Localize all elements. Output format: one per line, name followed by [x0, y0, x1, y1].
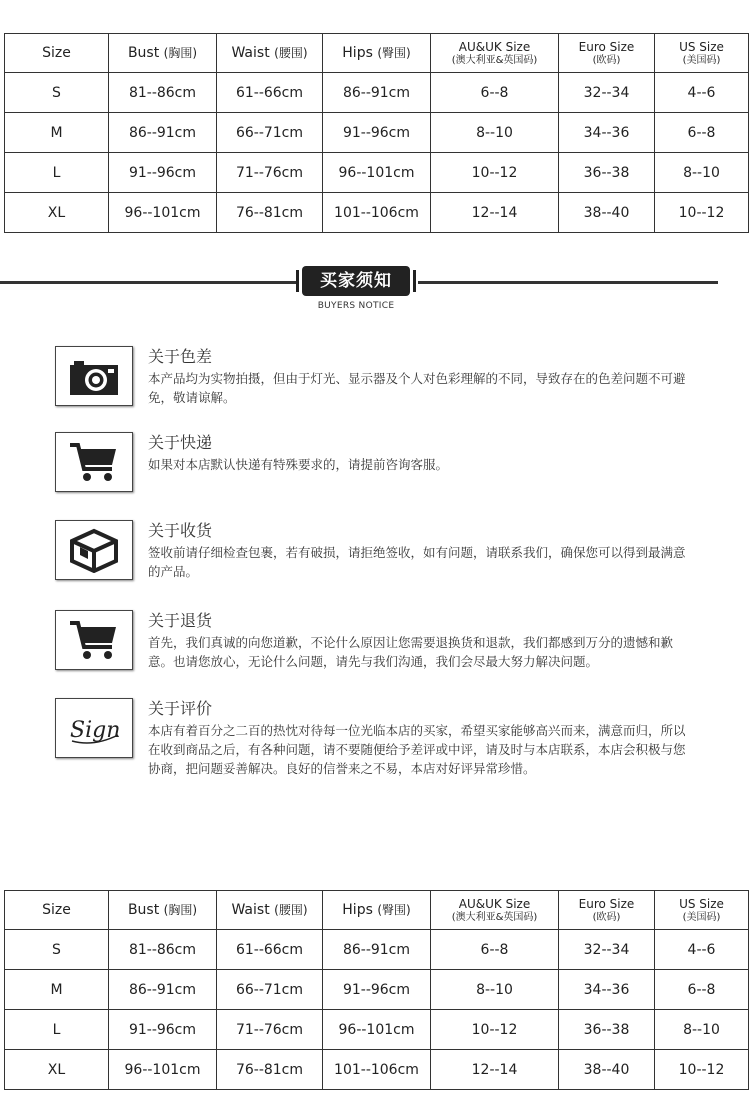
- cell-hips: 91--96cm: [323, 970, 431, 1010]
- cell-us: 6--8: [655, 113, 749, 153]
- header-waist: Waist (腰围): [217, 34, 323, 73]
- camera-icon: [55, 346, 133, 406]
- table-row: [5, 970, 749, 1010]
- cell-bust: 86--91cm: [109, 970, 217, 1010]
- cell-waist: 66--71cm: [217, 113, 323, 153]
- header-hips: Hips (臀围): [323, 891, 431, 930]
- cell-bust: 86--91cm: [109, 113, 217, 153]
- cell-hips: 101--106cm: [323, 1050, 431, 1090]
- notice-item-title: 关于评价: [148, 699, 213, 718]
- cell-size: L: [5, 1010, 109, 1050]
- cell-size: XL: [5, 1050, 109, 1090]
- cell-euro: 36--38: [559, 153, 655, 193]
- cell-euro: 34--36: [559, 970, 655, 1010]
- table-row: [5, 1050, 749, 1090]
- cell-waist: 76--81cm: [217, 1050, 323, 1090]
- table-header-row: [5, 891, 749, 930]
- buyers-notice-banner: [0, 262, 750, 312]
- table-row: [5, 153, 749, 193]
- header-euro-size: Euro Size (欧码): [559, 891, 655, 930]
- header-us-size: US Size (美国码): [655, 891, 749, 930]
- table-row: [5, 113, 749, 153]
- cell-size: L: [5, 153, 109, 193]
- header-bust: Bust (胸围): [109, 891, 217, 930]
- cell-euro: 38--40: [559, 1050, 655, 1090]
- header-waist: Waist (腰围): [217, 891, 323, 930]
- cell-hips: 86--91cm: [323, 73, 431, 113]
- cell-hips: 86--91cm: [323, 930, 431, 970]
- cell-waist: 71--76cm: [217, 153, 323, 193]
- cell-us: 8--10: [655, 153, 749, 193]
- cell-waist: 61--66cm: [217, 930, 323, 970]
- cell-size: XL: [5, 193, 109, 233]
- cell-au-uk: 10--12: [431, 153, 559, 193]
- cell-hips: 91--96cm: [323, 113, 431, 153]
- header-size: Size: [5, 891, 109, 930]
- header-au-uk-size: AU&UK Size (澳大利亚&英国码): [431, 891, 559, 930]
- cell-waist: 66--71cm: [217, 970, 323, 1010]
- table-row: [5, 930, 749, 970]
- cell-au-uk: 8--10: [431, 113, 559, 153]
- cart-icon: [55, 432, 133, 492]
- cell-size: M: [5, 113, 109, 153]
- table-row: [5, 193, 749, 233]
- table-row: [5, 73, 749, 113]
- cell-euro: 34--36: [559, 113, 655, 153]
- cell-waist: 71--76cm: [217, 1010, 323, 1050]
- cell-hips: 96--101cm: [323, 1010, 431, 1050]
- cell-euro: 32--34: [559, 930, 655, 970]
- cell-waist: 76--81cm: [217, 193, 323, 233]
- header-size: Size: [5, 34, 109, 73]
- header-au-uk-size: AU&UK Size (澳大利亚&英国码): [431, 34, 559, 73]
- cell-bust: 96--101cm: [109, 1050, 217, 1090]
- divider-left: [0, 281, 296, 284]
- header-bust: Bust (胸围): [109, 34, 217, 73]
- table-row: [5, 1010, 749, 1050]
- cell-bust: 91--96cm: [109, 153, 217, 193]
- cell-au-uk: 10--12: [431, 1010, 559, 1050]
- cell-size: M: [5, 970, 109, 1010]
- svg-text:Sign: Sign: [70, 718, 121, 743]
- notice-item-title: 关于色差: [148, 347, 213, 366]
- notice-item-text: 首先，我们真诚的向您道歉，不论什么原因让您需要退换货和退款，我们都感到万分的遗憾和歉意。也请您放心，无论什么问题，请先与我们沟通，我们会尽最大努力解决问题。: [148, 635, 674, 669]
- cell-us: 10--12: [655, 1050, 749, 1090]
- buyers-notice-title: 买家须知: [302, 266, 410, 296]
- cell-bust: 81--86cm: [109, 73, 217, 113]
- header-us-size: US Size (美国码): [655, 34, 749, 73]
- cell-hips: 101--106cm: [323, 193, 431, 233]
- cell-bust: 96--101cm: [109, 193, 217, 233]
- table-header-row: [5, 34, 749, 73]
- notice-item-title: 关于快递: [148, 433, 213, 452]
- cell-au-uk: 8--10: [431, 970, 559, 1010]
- size-chart-table: [4, 33, 749, 233]
- size-chart-table: [4, 890, 749, 1090]
- cell-au-uk: 6--8: [431, 73, 559, 113]
- cell-euro: 36--38: [559, 1010, 655, 1050]
- cell-us: 6--8: [655, 970, 749, 1010]
- cell-au-uk: 12--14: [431, 1050, 559, 1090]
- notice-item-title: 关于退货: [148, 611, 213, 630]
- cell-size: S: [5, 930, 109, 970]
- cell-au-uk: 6--8: [431, 930, 559, 970]
- cell-us: 8--10: [655, 1010, 749, 1050]
- header-euro-size: Euro Size (欧码): [559, 34, 655, 73]
- notice-item-text: 本产品均为实物拍摄，但由于灯光、显示器及个人对色彩理解的不同，导致存在的色差问题不可避免，敬请谅解。: [148, 371, 686, 405]
- cart-icon: [55, 610, 133, 670]
- notice-item-text: 本店有着百分之二百的热忱对待每一位光临本店的买家，希望买家能够高兴而来，满意而归，所以在收到商品之后，有各种问题，请不要随便给予差评或中评，请及时与本店联系，本店会积极与您协商，把问题妥善解决。良好的信誉来之不易，本店对好评异常珍惜。: [148, 723, 686, 776]
- notice-item-text: 签收前请仔细检查包裹，若有破损，请拒绝签收，如有问题，请联系我们，确保您可以得到最满意的产品。: [148, 545, 686, 579]
- cell-waist: 61--66cm: [217, 73, 323, 113]
- cell-size: S: [5, 73, 109, 113]
- divider-right: [418, 281, 718, 284]
- cell-euro: 32--34: [559, 73, 655, 113]
- buyers-notice-subtitle: BUYERS NOTICE: [317, 301, 395, 311]
- cell-us: 4--6: [655, 930, 749, 970]
- cell-us: 10--12: [655, 193, 749, 233]
- cell-us: 4--6: [655, 73, 749, 113]
- signature-icon: [55, 698, 133, 758]
- cell-bust: 91--96cm: [109, 1010, 217, 1050]
- cell-bust: 81--86cm: [109, 930, 217, 970]
- cell-hips: 96--101cm: [323, 153, 431, 193]
- notice-item-title: 关于收货: [148, 521, 213, 540]
- header-hips: Hips (臀围): [323, 34, 431, 73]
- cell-au-uk: 12--14: [431, 193, 559, 233]
- notice-item-text: 如果对本店默认快递有特殊要求的，请提前咨询客服。: [148, 457, 449, 472]
- cell-euro: 38--40: [559, 193, 655, 233]
- package-icon: [55, 520, 133, 580]
